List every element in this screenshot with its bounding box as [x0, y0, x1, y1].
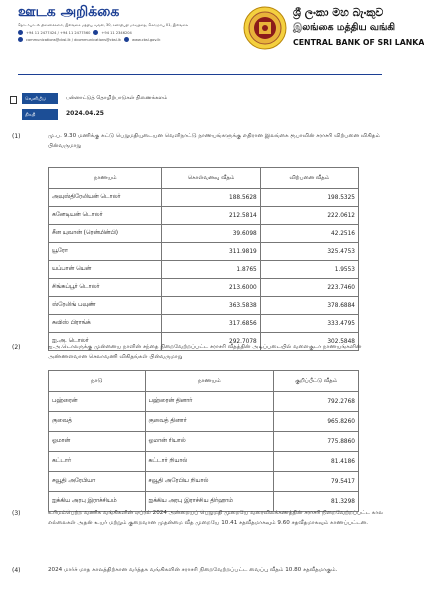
bank-name-tamil: இலங்கை மத்திய வங்கி	[293, 22, 396, 33]
header-fax: +94 11 2346204	[101, 30, 132, 35]
header-selling-rate: விற்பனை வீதம்	[260, 168, 358, 189]
table-header-row	[49, 371, 359, 392]
header-indicative-rate: குறிப்பீட்டு வீதம்	[274, 371, 359, 392]
header-address: தொடர்பாடல் திணைக்களம், இலங்கை மத்திய வங்கி, 30, சனாதிபதி மாவத்தை, கொழும்பு 01, இலங்கை	[18, 23, 189, 27]
table-cell: சவூதி அரேபியா	[49, 472, 146, 492]
date-value: 2024.04.25	[66, 110, 104, 117]
table-cell: 198.5325	[260, 189, 358, 207]
section-4-number: (4)	[12, 567, 21, 574]
section-1-text: மு.ப. 9.30 மணிக்கு சுட்டு பெறுமதியுடையன வெளிநாட்டு நாணயங்களுக்கு எதிரான இலங்கை ரூபாவின் சராசரி விற்பனை விகிதம் பின்வருமாறு	[48, 133, 381, 149]
table-row	[49, 297, 359, 315]
table-cell: யூரோ	[49, 243, 162, 261]
table-cell: 363.5838	[162, 297, 260, 315]
header-buying-rate: கொள்வனவு வீதம்	[162, 168, 260, 189]
table-cell: யப்பான் யென்	[49, 261, 162, 279]
gulf-currency-table	[48, 370, 359, 512]
header-currency: நாணயம்	[49, 168, 162, 189]
bank-name-sinhala: ශ්‍රී ලංකා මහ බැංකුව	[293, 6, 384, 19]
table-cell: 317.6856	[162, 315, 260, 333]
table-cell: 378.6884	[260, 297, 358, 315]
table-cell: 1.9553	[260, 261, 358, 279]
table-cell: பஹ்ரைன்	[49, 392, 146, 412]
table-cell: 79.5417	[274, 472, 359, 492]
table-cell: ஓமான் ரியால்	[145, 432, 274, 452]
table-cell: சவூதி அரேபிய றியால்	[145, 472, 274, 492]
header-phone: +94 11 2477424 / +94 11 2477560	[26, 30, 91, 35]
section-2-number: (2)	[12, 344, 21, 351]
table-header-row	[49, 168, 359, 189]
table-cell: ஐக்கிய அரபு இராச்சிய திர்ஹாம்	[145, 492, 274, 512]
table-cell: 965.8260	[274, 412, 359, 432]
table-cell: ஓமான்	[49, 432, 146, 452]
table-cell: 775.8860	[274, 432, 359, 452]
press-release-title: ஊடக அறிக்கை	[18, 4, 120, 20]
issued-by-value: பன்னாட்டுத் தொழிற்பாடுகள் திணைக்களம்	[66, 95, 168, 101]
table-cell: சுவிஸ் பிராங்க்	[49, 315, 162, 333]
section-3-number: (3)	[12, 510, 21, 517]
table-row	[49, 452, 359, 472]
issued-by-label: வெளியீடு	[22, 93, 58, 104]
table-cell: 792.2768	[274, 392, 359, 412]
date-label: திகதி	[22, 109, 58, 120]
table-row	[49, 225, 359, 243]
checkbox-square	[10, 96, 17, 104]
table-row	[49, 261, 359, 279]
table-cell: கட்டார்	[49, 452, 146, 472]
table-cell: 292.7078	[162, 333, 260, 351]
table-row	[49, 412, 359, 432]
table-cell: 223.7460	[260, 279, 358, 297]
exchange-rate-table	[48, 167, 359, 351]
table-row	[49, 472, 359, 492]
table-row	[49, 315, 359, 333]
section-4-text: 2024 மார்ச் மாத காலத்திற்கான வர்த்தக வங்கிகளின் சராசரி நிறைவேற்றப்பட்ட வைப்பு வீதம் 10.80 சதவீதமாகும்.	[48, 567, 338, 573]
header-country: நாடு	[49, 371, 146, 392]
table-cell: 1.8765	[162, 261, 260, 279]
globe-icon	[124, 37, 129, 42]
table-cell: அவுஸ்திரேலியன் டொலர்	[49, 189, 162, 207]
table-cell: கனேடியன் டொலர்	[49, 207, 162, 225]
table-cell: சீன யுவான் (ரென்மின்பி)	[49, 225, 162, 243]
bank-name-english: CENTRAL BANK OF SRI LANKA	[293, 38, 424, 47]
table-row	[49, 207, 359, 225]
header-currency: நாணயம்	[145, 371, 274, 392]
table-cell: 81.3298	[274, 492, 359, 512]
table-cell: 213.6000	[162, 279, 260, 297]
table-row	[49, 243, 359, 261]
header-contact-line	[18, 30, 132, 35]
table-cell: ஐக்கிய அரபு இராச்சியம்	[49, 492, 146, 512]
section-2-text: ஐ.அ.டொலருக்கு முன்னைய நாளின் சந்தை நிறைவேற்றப்பட்ட சராசரி வீதத்தின் அடிப்படையில் வளைகுடா நாணயங்களின் அண்ணளவான செலாவணி விகிதங்கள் பின்வருமாறு	[48, 344, 362, 360]
table-cell: சிங்கப்பூர் டொலர்	[49, 279, 162, 297]
table-cell: குவைத்	[49, 412, 146, 432]
central-bank-logo-icon	[243, 6, 287, 50]
table-cell: ஸ்ரேலிங் பவுண்	[49, 297, 162, 315]
table-cell: 302.5848	[260, 333, 358, 351]
header-email[interactable]: communications@cbsl.lk / dcommunications@cbsl.lk	[26, 37, 121, 42]
section-1-number: (1)	[12, 133, 21, 140]
table-cell: ஐ.அ. டொலர்	[49, 333, 162, 351]
table-row	[49, 432, 359, 452]
table-row	[49, 189, 359, 207]
table-row	[49, 392, 359, 412]
phone-icon	[18, 30, 23, 35]
table-cell: 325.4753	[260, 243, 358, 261]
email-icon	[18, 37, 23, 42]
section-3-text: உரிமம்பெற்ற வணிக வங்கிகளின் ஏப்ரல் 2024 அன்றையப் பெறுமதி முறையே வரைவிலக்கணத்தின் சராசரி நிறைவேற்றப்பட்ட கால எல்லைகள் அதன் உயர் மற்றும் குறைவான முதன்மை வீத முறையே 10.41 சதவீதமாகவும் 9.60 சதவீதமாகவும் காணப்பட்டன.	[48, 510, 383, 526]
table-cell: 222.0612	[260, 207, 358, 225]
table-cell: குவைத் தினார்	[145, 412, 274, 432]
table-cell: 39.6098	[162, 225, 260, 243]
table-cell: 188.5628	[162, 189, 260, 207]
header-website[interactable]: www.cbsl.gov.lk	[132, 37, 161, 42]
table-cell: கட்டார் றியால்	[145, 452, 274, 472]
table-cell: பஹ்ரைன் தினார்	[145, 392, 274, 412]
fax-icon	[93, 30, 98, 35]
table-cell: 212.5814	[162, 207, 260, 225]
header-web-line	[18, 37, 160, 42]
table-cell: 81.4186	[274, 452, 359, 472]
table-row	[49, 279, 359, 297]
table-cell: 42.2516	[260, 225, 358, 243]
header-divider	[18, 74, 382, 75]
table-cell: 311.9819	[162, 243, 260, 261]
table-cell: 333.4795	[260, 315, 358, 333]
